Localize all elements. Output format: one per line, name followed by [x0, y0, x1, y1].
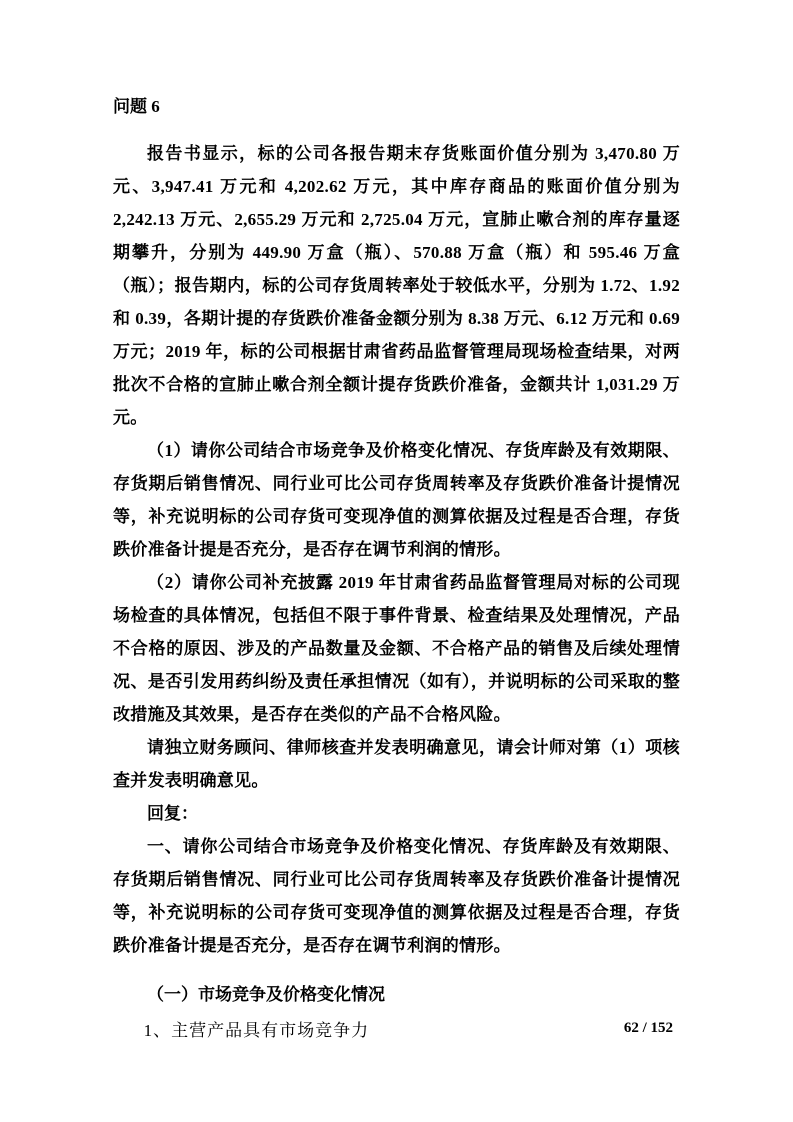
- section-1-heading: （一）市场竞争及价格变化情况: [147, 985, 385, 1004]
- reply-item-1: 一、请你公司结合市场竞争及价格变化情况、存货库龄及有效期限、存货期后销售情况、同行业可比公司存货周转率及存货跌价准备计提情况等，补充说明标的公司存货可变现净值的测算依据及过程是否合理，存货跌价准备计提是否充分，是否存在调节利润的情形。: [113, 837, 680, 955]
- question-title: 问题 6: [113, 97, 160, 116]
- question-item-1: （1）请你公司结合市场竞争及价格变化情况、存货库龄及有效期限、存货期后销售情况、同行业可比公司存货周转率及存货跌价准备计提情况等，补充说明标的公司存货可变现净值的测算依据及过程是否合理，存货跌价准备计提是否充分，是否存在调节利润的情形。: [113, 441, 680, 559]
- section-1-subheading-1: 1、主营产品具有市场竞争力: [143, 1021, 370, 1040]
- reply-label: 回复：: [147, 804, 198, 823]
- intro-paragraph: 报告书显示，标的公司各报告期末存货账面价值分别为 3,470.80 万元、3,947.41 万元和 4,202.62 万元，其中库存商品的账面价值分别为 2,242.13 万元、2,655.29 万元和 2,725.04 万元，宣肺止嗽合剂的库存量逐期攀升，分别为 449.90 万盒（瓶）、570.88 万盒（瓶）和 595.46 万盒（瓶）；报告期内，标的公司存货周转率处于较低水平，分别为 1.72、1.92 和 0.39，各期计提的存货跌价准备金额分别为 8.38 万元、6.12 万元和 0.69 万元；2019 年，标的公司根据甘肃省药品监督管理局现场检查结果，对两批次不合格的宣肺止嗽合剂全额计提存货跌价准备，金额共计 1,031.29 万元。: [113, 144, 680, 427]
- question-item-2: （2）请你公司补充披露 2019 年甘肃省药品监督管理局对标的公司现场检查的具体情况，包括但不限于事件背景、检查结果及处理情况，产品不合格的原因、涉及的产品数量及金额、不合格产品的销售及后续处理情况、是否引发用药纠纷及责任承担情况（如有），并说明标的公司采取的整改措施及其效果，是否存在类似的产品不合格风险。: [113, 573, 680, 724]
- page-number: 62 / 152: [623, 1020, 673, 1036]
- verification-request-paragraph: 请独立财务顾问、律师核查并发表明确意见，请会计师对第（1）项核查并发表明确意见。: [113, 738, 680, 790]
